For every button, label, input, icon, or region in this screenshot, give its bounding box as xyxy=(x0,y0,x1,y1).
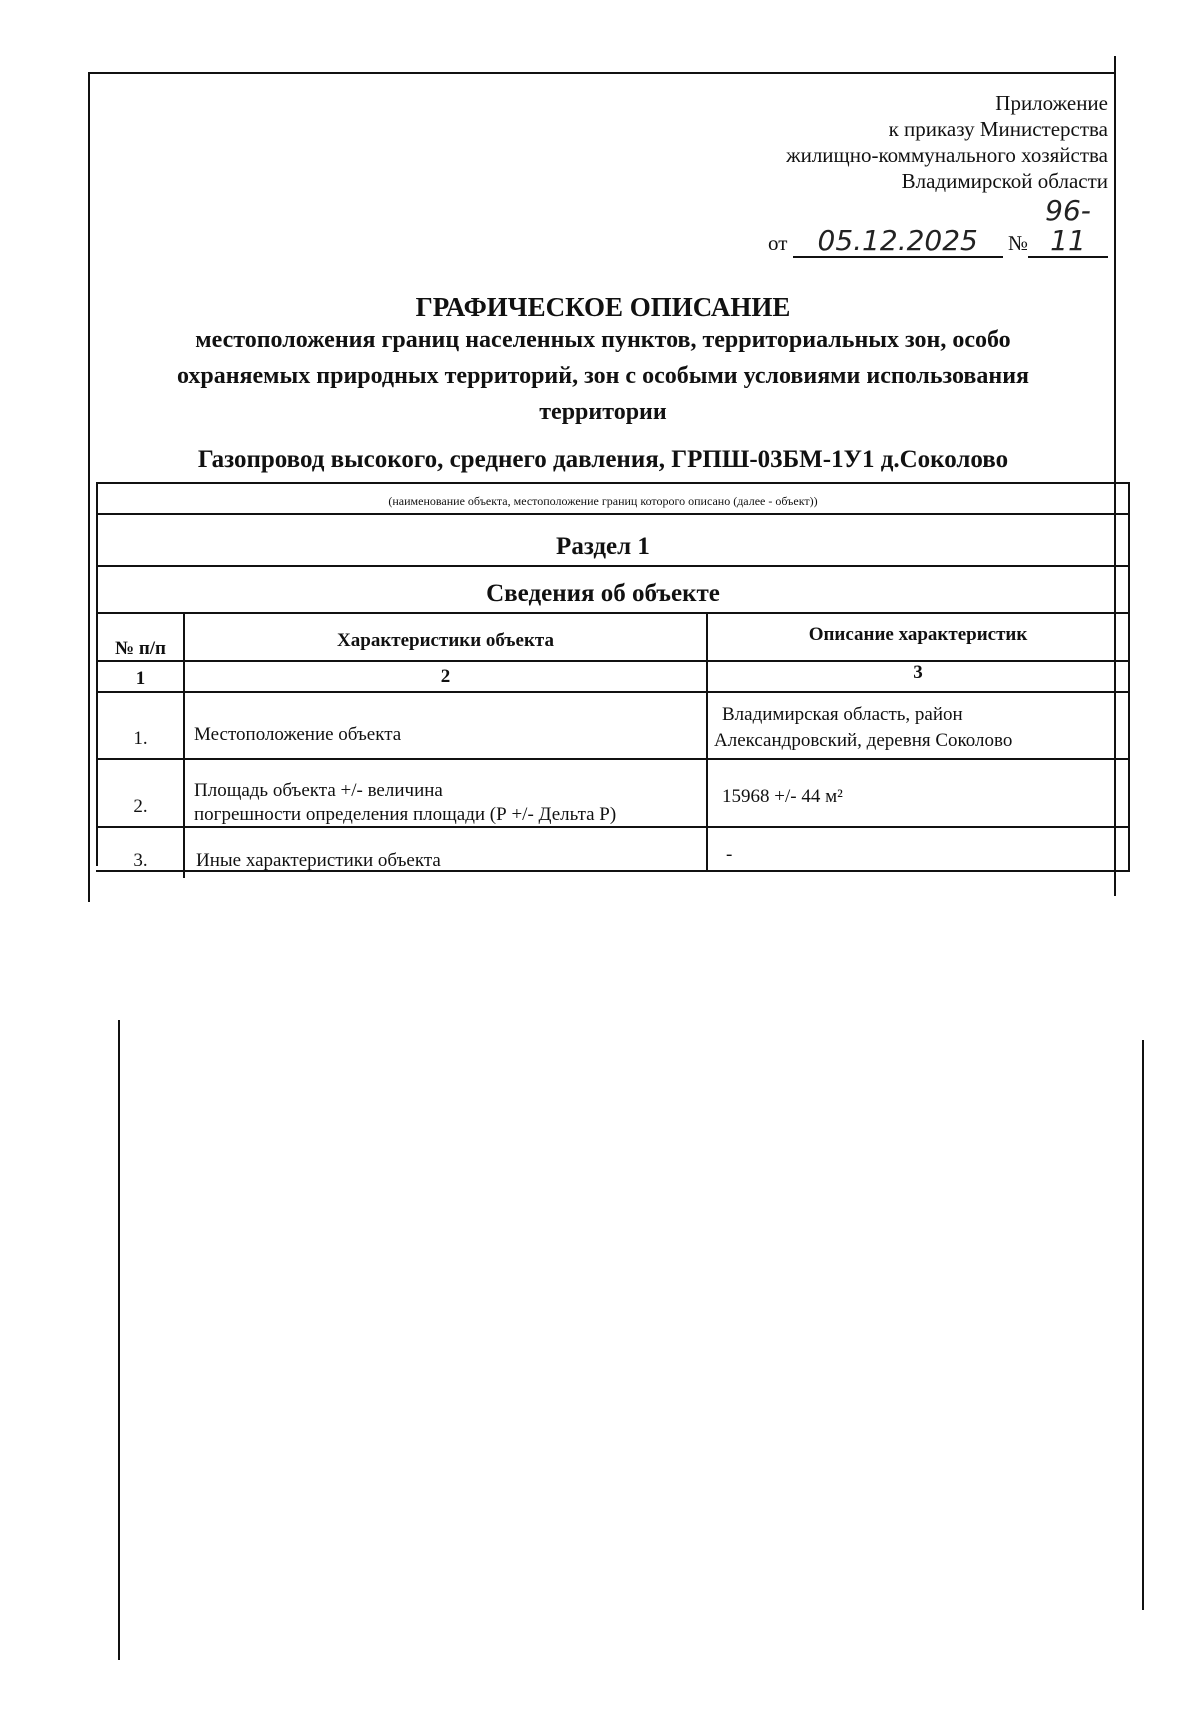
appendix-line-1: Приложение xyxy=(995,91,1108,115)
header-characteristic: Характеристики объекта xyxy=(337,630,554,651)
lower-left-border xyxy=(118,1020,120,1660)
index-col-3: 3 xyxy=(913,662,923,683)
object-underline xyxy=(96,482,1130,484)
number-prefix: № xyxy=(1007,231,1028,255)
table-row-2-name-line-1: Площадь объекта +/- величина xyxy=(194,780,443,801)
table-row-2-name-line-2: погрешности определения площади (Р +/- Дельта Р) xyxy=(194,804,617,825)
handwritten-date: 05.12.2025 xyxy=(793,226,1003,258)
table-col-divider-2 xyxy=(706,612,708,870)
row-1-divider xyxy=(96,758,1130,760)
frame-top-border xyxy=(88,72,1114,74)
object-name: Газопровод высокого, среднего давления, ГРПШ-03БМ-1У1 д.Соколово xyxy=(197,446,1009,473)
table-row-1-name: Местоположение объекта xyxy=(194,724,402,745)
table-row-1-number: 1. xyxy=(133,728,148,749)
handwritten-number: 96-11 xyxy=(1028,196,1108,258)
date-prefix: от xyxy=(768,231,788,255)
table-border-right xyxy=(1128,612,1130,870)
header-number: № п/п xyxy=(114,638,167,659)
appendix-date-line xyxy=(768,196,1108,258)
table-row-3-desc: - xyxy=(726,844,733,865)
object-caption: (наименование объекта, местоположение границ которого описано (далее - объект)) xyxy=(388,494,818,508)
table-row-1-desc-line-1: Владимирская область, район xyxy=(722,704,963,725)
section-title: Раздел 1 xyxy=(556,533,650,560)
subtitle-divider xyxy=(96,612,1130,614)
frame-left-border xyxy=(88,72,90,902)
index-col-2: 2 xyxy=(440,666,451,687)
appendix-line-3: жилищно-коммунального хозяйства xyxy=(786,143,1108,167)
table-row-1-desc-line-2: Александровский, деревня Соколово xyxy=(714,730,1013,751)
index-row-divider xyxy=(96,691,1130,693)
section-right-border xyxy=(1128,482,1130,612)
frame-right-border xyxy=(1114,56,1116,896)
section-subtitle: Сведения об объекте xyxy=(486,580,720,607)
document-subtitle: местоположения границ населенных пунктов, территориальных зон, особо охраняемых природных территорий, зон с особыми условиями использования территории xyxy=(176,327,1030,425)
table-row-3-number: 3. xyxy=(133,850,148,871)
index-col-1: 1 xyxy=(135,668,146,689)
table-row-2-desc: 15968 +/- 44 м² xyxy=(722,786,843,807)
appendix-line-4: Владимирской области xyxy=(901,169,1108,193)
lower-right-border xyxy=(1142,1040,1144,1610)
caption-underline xyxy=(96,513,1130,515)
section-divider xyxy=(96,565,1130,567)
header-description: Описание характеристик xyxy=(808,624,1028,645)
appendix-block xyxy=(768,90,1108,258)
table-row-3-name: Иные характеристики объекта xyxy=(196,850,441,871)
document-title: ГРАФИЧЕСКОЕ ОПИСАНИЕ xyxy=(415,292,791,322)
appendix-line-2: к приказу Министерства xyxy=(888,117,1108,141)
table-row-2-number: 2. xyxy=(133,796,148,817)
